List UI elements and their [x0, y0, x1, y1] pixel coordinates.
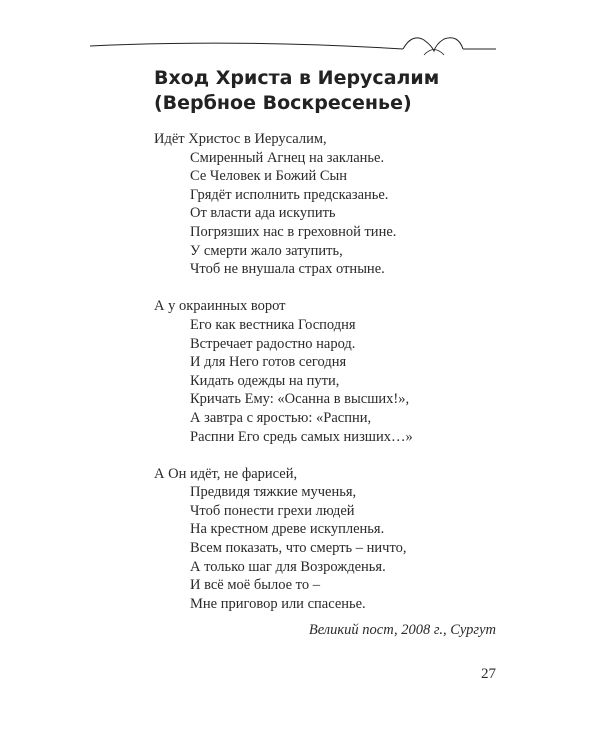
- poem-line: Кричать Ему: «Осанна в высших!»,: [190, 391, 410, 408]
- stanza: [154, 130, 514, 279]
- poem-line: А только шаг для Возрожденья.: [190, 558, 386, 575]
- poem-line: Погрязших нас в греховной тине.: [190, 223, 397, 240]
- poem-line: А Он идёт, не фарисей,: [154, 465, 298, 482]
- stanza: [154, 465, 514, 614]
- stanza: [154, 297, 514, 446]
- poem-line: И всё моё былое то –: [190, 577, 320, 594]
- poem-title-line-2: (Вербное Воскресенье): [154, 92, 412, 114]
- poem-line: Кидать одежды на пути,: [190, 372, 340, 389]
- poem-line: Смиренный Агнец на закланье.: [190, 149, 385, 166]
- poem-line: Предвидя тяжкие мученья,: [190, 484, 357, 501]
- poem-line: От власти ада искупить: [190, 205, 336, 222]
- poem-line: Се Человек и Божий Сын: [190, 168, 348, 185]
- page-number: 27: [481, 666, 496, 682]
- poem-line: Встречает радостно народ.: [190, 335, 356, 352]
- poem-title-line-1: Вход Христа в Иерусалим: [154, 67, 440, 89]
- poem-line: Распни Его средь самых низших…»: [190, 428, 413, 445]
- poem-line: И для Него готов сегодня: [190, 354, 347, 371]
- poem-line: Чтоб понести грехи людей: [190, 502, 355, 519]
- poem-line: А у окраинных ворот: [154, 298, 286, 315]
- poem-line: Чтоб не внушала страх отныне.: [190, 261, 385, 278]
- header-ornament: [88, 22, 498, 62]
- poem-body: [154, 130, 514, 632]
- poem-line: Всем показать, что смерть – ничто,: [190, 540, 407, 557]
- poem-line: А завтра с яростью: «Распни,: [190, 409, 372, 426]
- poem-line: У смерти жало затупить,: [190, 242, 343, 259]
- poem-line: Грядёт исполнить предсказанье.: [190, 186, 389, 203]
- poem-line: Его как вестника Господня: [190, 316, 356, 333]
- poem-line: На крестном древе искупленья.: [190, 521, 385, 538]
- signature: Великий пост, 2008 г., Сургут: [308, 622, 496, 638]
- poem-line: Мне приговор или спасенье.: [190, 595, 366, 612]
- poem-title: [154, 66, 439, 116]
- poem-line: Идёт Христос в Иерусалим,: [154, 131, 327, 147]
